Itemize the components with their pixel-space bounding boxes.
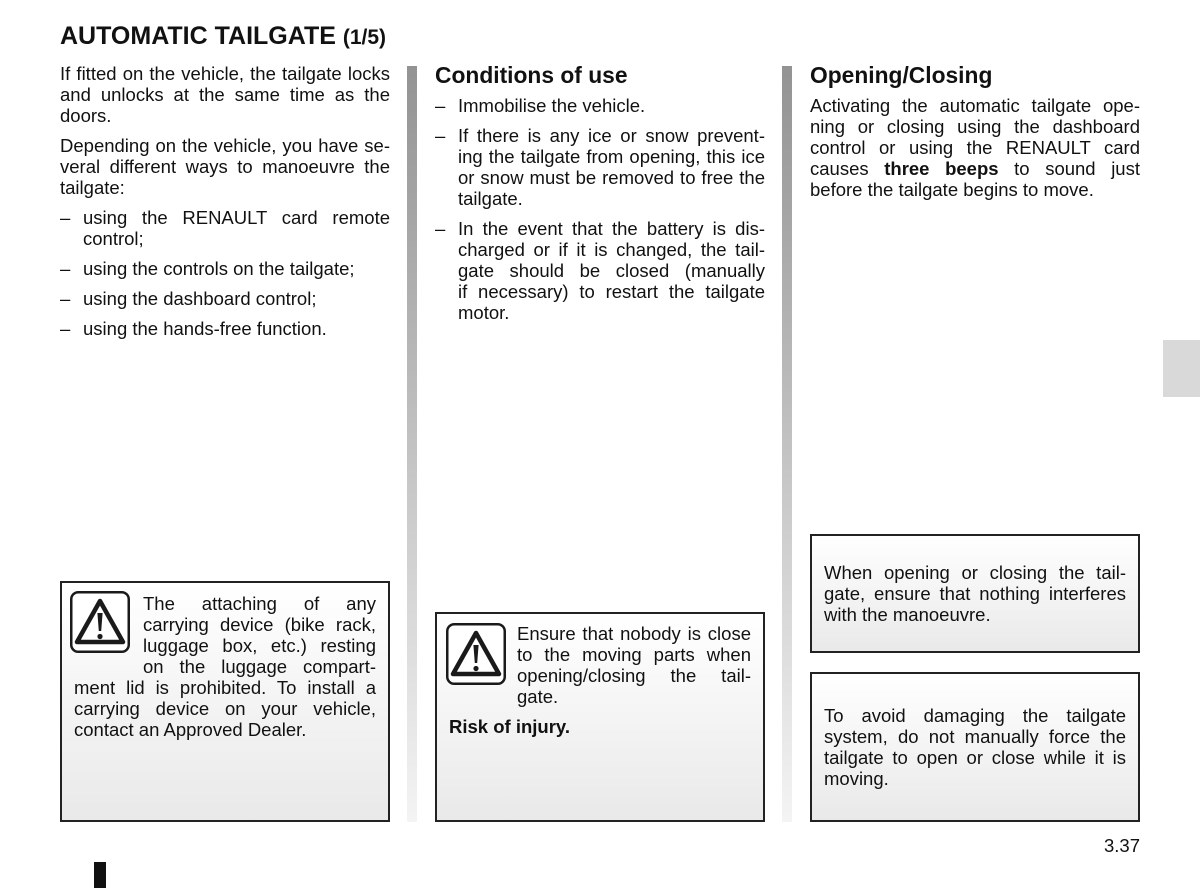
text-line: ing the tailgate from opening, this ice xyxy=(458,146,765,167)
options-intro-paragraph xyxy=(60,135,390,198)
text-line: control or using the RENAULT card xyxy=(810,137,1140,158)
warning-box-carrying-device xyxy=(60,581,390,822)
text-line: using the hands-free function. xyxy=(83,318,327,339)
text-line: carrying device on your vehicle, xyxy=(74,698,376,719)
warning-icon xyxy=(446,623,506,685)
text-line: luggage box, etc.) resting xyxy=(143,635,376,656)
text-line: if necessary) to restart the tailgate xyxy=(458,281,765,302)
text-line: and unlocks at the same time as the xyxy=(60,84,390,105)
bullet-dash: – xyxy=(60,258,71,279)
warning-icon-holder xyxy=(74,593,143,677)
section-heading-opening-closing: Opening/Closing xyxy=(810,62,993,88)
list-item xyxy=(60,318,390,339)
text-line: gate, ensure that nothing interferes xyxy=(824,583,1126,604)
text-line: with the manoeuvre. xyxy=(824,604,991,625)
text-line: doors. xyxy=(60,105,112,126)
text-line: charged or if it is changed, the tail- xyxy=(458,239,765,260)
warning-text xyxy=(449,623,751,737)
list-item xyxy=(60,207,390,249)
text-line: tailgate: xyxy=(60,177,125,198)
text-line: Immobilise the vehicle. xyxy=(458,95,646,116)
text-line: Activating the automatic tailgate ope- xyxy=(810,95,1140,116)
text-line: If fitted on the vehicle, the tailgate locks xyxy=(60,63,390,84)
text-line: When opening or closing the tail- xyxy=(824,562,1126,583)
note-text xyxy=(824,562,1126,625)
text-line: tailgate to open or close while it is xyxy=(824,747,1126,768)
text-line: before the tailgate begins to move. xyxy=(810,179,1094,200)
bullet-dash: – xyxy=(435,95,446,116)
warning-icon-holder xyxy=(449,623,517,707)
text-line: ning or closing using the dashboard xyxy=(810,116,1140,137)
bullet-dash: – xyxy=(60,207,71,228)
text-segment: causes xyxy=(810,158,869,179)
text-line: The attaching of any xyxy=(143,593,376,614)
text-line: contact an Approved Dealer. xyxy=(74,719,307,740)
text-line: To avoid damaging the tailgate xyxy=(824,705,1126,726)
text-line: opening/closing the tail- xyxy=(517,665,751,686)
opening-closing-paragraph xyxy=(810,95,1140,200)
column-1 xyxy=(60,63,390,348)
text-line: control; xyxy=(83,228,144,249)
text-segment: to sound just xyxy=(1014,158,1140,179)
text-line: ment lid is prohibited. To install a xyxy=(74,677,376,698)
warning-icon xyxy=(70,591,130,653)
text-line: If there is any ice or snow prevent- xyxy=(458,125,765,146)
bullet-dash: – xyxy=(435,218,446,239)
text-line: In the event that the battery is dis- xyxy=(458,218,765,239)
risk-of-injury-label: Risk of injury. xyxy=(449,716,570,737)
chapter-side-tab xyxy=(1163,340,1200,397)
note-box-do-not-force xyxy=(810,672,1140,822)
text-line: carrying device (bike rack, xyxy=(143,614,376,635)
text-line: veral different ways to manoeuvre the xyxy=(60,156,390,177)
intro-paragraph xyxy=(60,63,390,126)
list-item xyxy=(435,218,765,323)
text-line: gate should be closed (manually xyxy=(458,260,765,281)
conditions-list xyxy=(435,95,765,332)
text-line: tailgate. xyxy=(458,188,523,209)
bullet-dash: – xyxy=(435,125,446,146)
bullet-dash: – xyxy=(60,318,71,339)
list-item xyxy=(435,125,765,209)
text-line: or snow must be removed to free the xyxy=(458,167,765,188)
text-line: gate. xyxy=(517,686,559,707)
list-item xyxy=(60,258,390,279)
warning-text xyxy=(74,593,376,740)
text-line xyxy=(810,158,1140,179)
three-beeps-emphasis: three beeps xyxy=(884,158,999,179)
text-line: moving. xyxy=(824,768,889,789)
list-item xyxy=(435,95,765,116)
warning-box-moving-parts xyxy=(435,612,765,822)
bullet-dash: – xyxy=(60,288,71,309)
column-separator xyxy=(407,66,417,822)
list-item xyxy=(60,288,390,309)
page-title-text: AUTOMATIC TAILGATE xyxy=(60,22,336,50)
page-number: 3.37 xyxy=(1103,835,1140,856)
text-line: Ensure that nobody is close xyxy=(517,623,751,644)
text-line: using the RENAULT card remote xyxy=(83,207,390,228)
text-line: Depending on the vehicle, you have se- xyxy=(60,135,390,156)
note-box-nothing-interferes xyxy=(810,534,1140,653)
text-line: on the luggage compart- xyxy=(143,656,376,677)
page-title-part: (1/5) xyxy=(342,26,387,49)
operation-options-list xyxy=(60,207,390,339)
text-line: to the moving parts when xyxy=(517,644,751,665)
page-edge-mark xyxy=(94,862,106,888)
text-line: system, do not manually force the xyxy=(824,726,1126,747)
text-line: motor. xyxy=(458,302,510,323)
page-title xyxy=(60,21,386,53)
text-line: using the controls on the tailgate; xyxy=(83,258,355,279)
note-text xyxy=(824,705,1126,789)
text-line: using the dashboard control; xyxy=(83,288,317,309)
column-separator xyxy=(782,66,792,822)
section-heading-conditions: Conditions of use xyxy=(435,62,628,88)
